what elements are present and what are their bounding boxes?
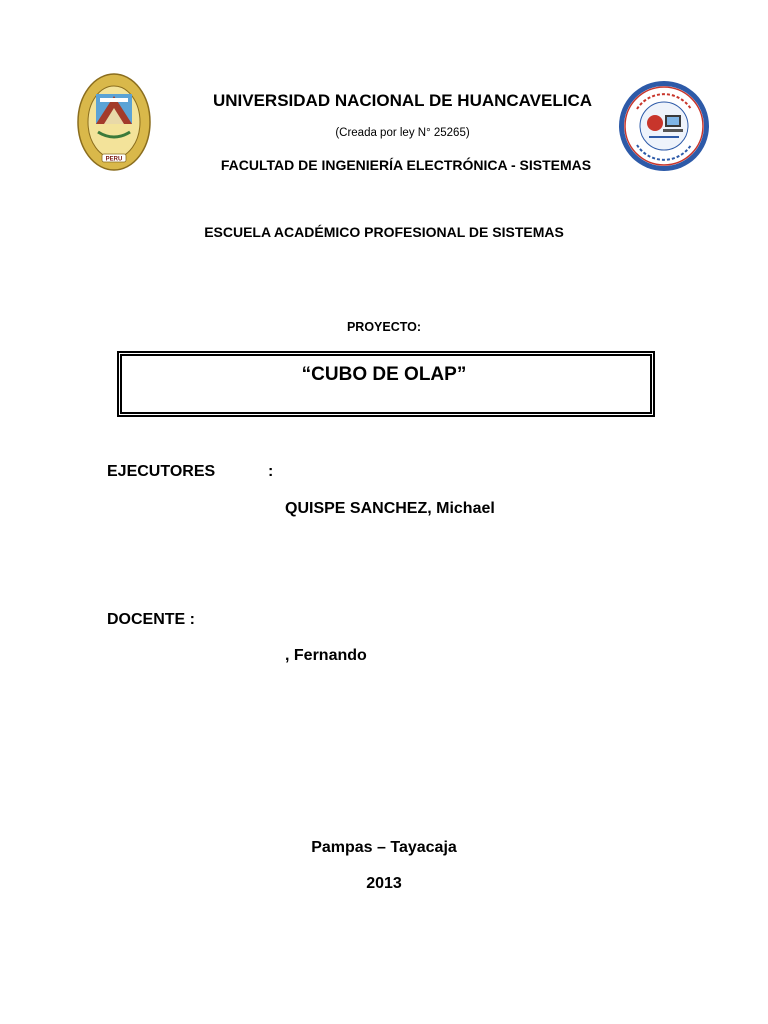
project-title: “CUBO DE OLAP” [301, 364, 467, 385]
svg-text:PERU: PERU [105, 156, 123, 163]
school-name: ESCUELA ACADÉMICO PROFESIONAL DE SISTEMAS [204, 224, 564, 240]
university-name: UNIVERSIDAD NACIONAL DE HUANCAVELICA [212, 91, 593, 110]
project-label: PROYECTO: [346, 320, 422, 334]
creation-law: (Creada por ley N° 25265) [335, 127, 470, 139]
faculty-name: FACULTAD DE INGENIERÍA ELECTRÓNICA - SISTEMAS [220, 157, 592, 173]
teacher-label: DOCENTE : [107, 611, 195, 628]
executors-colon: : [268, 463, 274, 480]
executor-name: QUISPE SANCHEZ, Michael [285, 500, 495, 517]
teacher-name: , Fernando [285, 647, 367, 664]
year: 2013 [366, 875, 402, 892]
executors-label: EJECUTORES [107, 463, 216, 480]
place: Pampas – Tayacaja [311, 839, 457, 856]
